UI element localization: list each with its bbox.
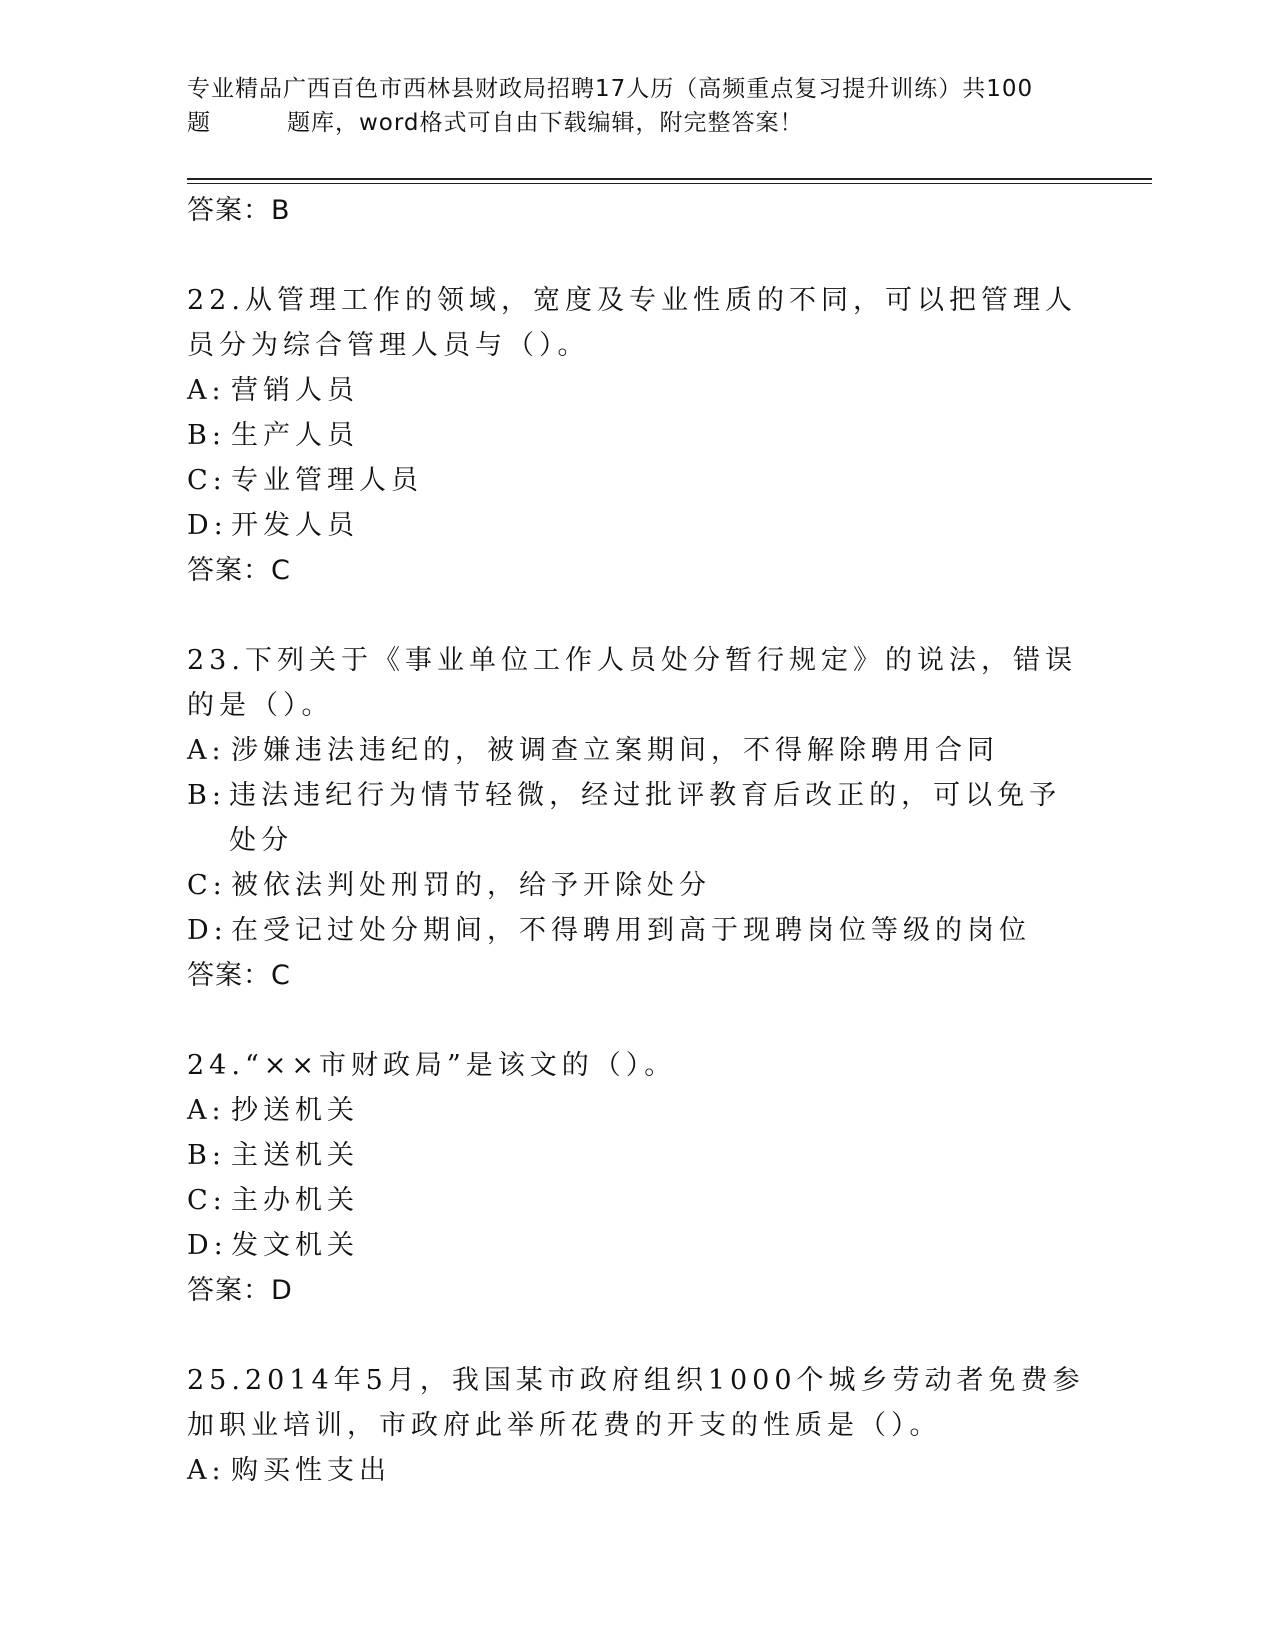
option-text: 涉嫌违法违纪的，被调查立案期间，不得解除聘用合同	[231, 735, 999, 766]
option-text: 发文机关	[231, 1230, 359, 1261]
document-header	[187, 72, 1087, 140]
option-key: C:	[187, 870, 227, 901]
option-key: B:	[187, 780, 226, 811]
question-stem: 24.“××市财政局”是该文的（）。	[187, 1050, 677, 1081]
option-b	[187, 1133, 1087, 1178]
option-key: A:	[187, 1455, 226, 1486]
option-text: 抄送机关	[231, 1095, 359, 1126]
header-subtitle-text: 题库，word格式可自由下载编辑，附完整答案！	[287, 110, 804, 136]
option-text: 专业管理人员	[231, 465, 423, 496]
answer-line: 答案：D	[187, 1275, 293, 1306]
question-item	[187, 1358, 1087, 1493]
option-a	[187, 1088, 1087, 1133]
option-key: D:	[187, 1230, 228, 1261]
header-subtitle-line	[187, 106, 1087, 140]
option-text: 开发人员	[231, 510, 359, 541]
option-a	[187, 728, 1087, 773]
option-text: 购买性支出	[231, 1455, 391, 1486]
option-key: C:	[187, 1185, 227, 1216]
question-stem: 23.下列关于《事业单位工作人员处分暂行规定》的说法，错误的是（）。	[187, 645, 1077, 721]
option-key: A:	[187, 375, 226, 406]
option-text: 违法违纪行为情节轻微，经过批评教育后改正的，可以免予处分	[229, 780, 1062, 856]
option-key: D:	[187, 915, 228, 946]
question-item	[187, 1043, 1087, 1314]
option-text: 主送机关	[231, 1140, 359, 1171]
option-c	[187, 863, 1087, 908]
option-key: B:	[187, 420, 226, 451]
option-key: A:	[187, 735, 226, 766]
question-item	[187, 278, 1087, 594]
option-key: C:	[187, 465, 227, 496]
option-a	[187, 1448, 1087, 1493]
header-gap	[211, 106, 287, 140]
option-text: 生产人员	[231, 420, 359, 451]
option-key: A:	[187, 1095, 226, 1126]
header-title-line: 专业精品广西百色市西林县财政局招聘17人历（高频重点复习提升训练）共100	[187, 76, 1034, 102]
option-text: 在受记过处分期间，不得聘用到高于现聘岗位等级的岗位	[231, 915, 1031, 946]
option-key: B:	[187, 1140, 226, 1171]
option-text: 营销人员	[231, 375, 359, 406]
option-b	[187, 413, 1087, 458]
option-text: 主办机关	[231, 1185, 359, 1216]
answer-line: 答案：B	[187, 195, 291, 226]
option-c	[187, 458, 1087, 503]
option-a	[187, 368, 1087, 413]
answer-line: 答案：C	[187, 555, 291, 586]
question-stem: 22.从管理工作的领域，宽度及专业性质的不同，可以把管理人员分为综合管理人员与（）。	[187, 285, 1077, 361]
option-text: 被依法判处刑罚的，给予开除处分	[231, 870, 711, 901]
option-c	[187, 1178, 1087, 1223]
answer-line: 答案：C	[187, 960, 291, 991]
option-key: D:	[187, 510, 228, 541]
header-divider-thin	[187, 183, 1152, 184]
header-divider-thick	[187, 178, 1152, 180]
question-stem: 25.2014年5月，我国某市政府组织1000个城乡劳动者免费参加职业培训，市政府此举所花费的开支的性质是（）。	[187, 1365, 1085, 1441]
option-d	[187, 1223, 1087, 1268]
option-d	[187, 503, 1087, 548]
option-b	[187, 773, 1087, 863]
question-item	[187, 638, 1087, 999]
question-list	[187, 188, 1087, 1493]
option-d	[187, 908, 1087, 953]
header-subtitle-prefix: 题	[187, 110, 211, 136]
